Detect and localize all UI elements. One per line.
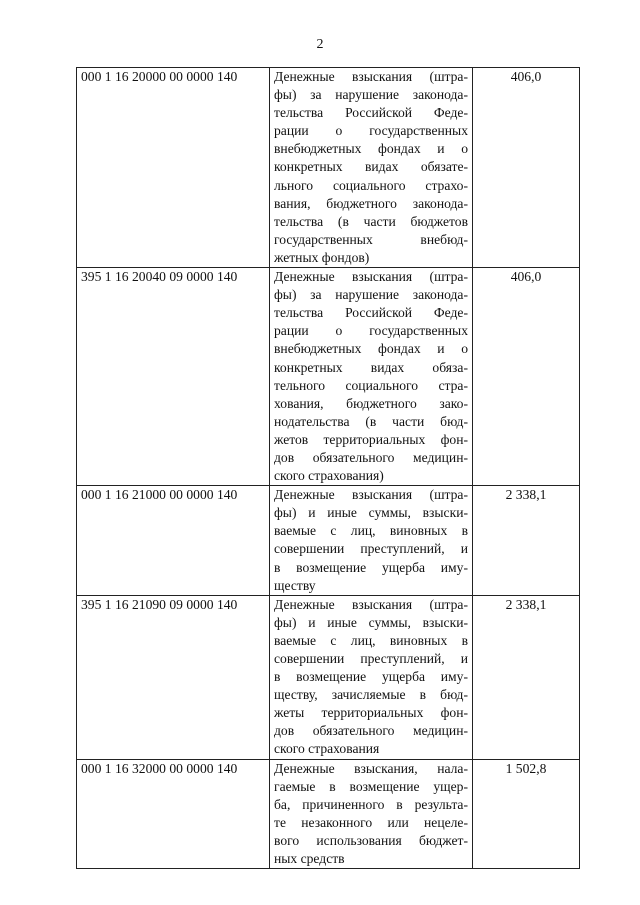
revenue-name-line: дов обязательного медицин- bbox=[274, 723, 468, 739]
revenue-name-line: льного социального страхо- bbox=[274, 177, 468, 193]
budget-table bbox=[76, 67, 580, 869]
revenue-name-line: рации о государственных bbox=[274, 323, 468, 339]
revenue-name-line: жетов территориальных фон- bbox=[274, 431, 468, 447]
revenue-name-line: те незаконного или нецеле- bbox=[274, 814, 468, 830]
revenue-name-line: Денежные взыскания (штра- bbox=[274, 269, 468, 285]
revenue-name-line: тельства Российской Феде- bbox=[274, 105, 468, 121]
table-row bbox=[77, 759, 580, 869]
table-row bbox=[77, 268, 580, 486]
amount-cell: 406,0 bbox=[473, 68, 580, 268]
budget-table-body bbox=[77, 68, 580, 869]
revenue-name-line: Денежные взыскания (штра- bbox=[274, 69, 468, 84]
revenue-name-line: фы) за нарушение законода- bbox=[274, 87, 468, 103]
budget-classification-code: 000 1 16 32000 00 0000 140 bbox=[77, 759, 270, 869]
budget-classification-code: 000 1 16 20000 00 0000 140 bbox=[77, 68, 270, 268]
revenue-name-line: конкретных видах обязате- bbox=[274, 159, 468, 175]
revenue-name-line: Денежные взыскания (штра- bbox=[274, 596, 468, 612]
revenue-name-line: фы) и иные суммы, взыски- bbox=[274, 614, 468, 630]
budget-classification-code: 395 1 16 21090 09 0000 140 bbox=[77, 595, 270, 759]
revenue-name-line: жетных фондов) bbox=[274, 249, 370, 265]
revenue-name-line: внебюджетных фондах и о bbox=[274, 141, 468, 157]
amount-cell: 406,0 bbox=[473, 268, 580, 486]
revenue-name-line: внебюджетных фондах и о bbox=[274, 341, 468, 357]
revenue-name-line: тельства (в части бюджетов bbox=[274, 213, 468, 229]
amount-cell: 2 338,1 bbox=[473, 486, 580, 596]
revenue-name-cell bbox=[270, 268, 473, 486]
revenue-name-cell bbox=[270, 486, 473, 596]
revenue-name-line: рации о государственных bbox=[274, 123, 468, 139]
page-number: 2 bbox=[316, 37, 324, 52]
revenue-name-line: ского страхования) bbox=[274, 468, 384, 484]
table-row bbox=[77, 68, 580, 268]
revenue-name-line: в возмещение ущерба иму- bbox=[274, 559, 468, 575]
table-row bbox=[77, 595, 580, 759]
revenue-name-cell bbox=[270, 68, 473, 268]
revenue-name-line: вого использования бюджет- bbox=[274, 832, 468, 848]
budget-classification-code: 000 1 16 21000 00 0000 140 bbox=[77, 486, 270, 596]
revenue-name-line: тельства Российской Феде- bbox=[274, 305, 468, 321]
revenue-name-line: фы) и иные суммы, взыски- bbox=[274, 505, 468, 521]
revenue-name-line: совершении преступлений, и bbox=[274, 541, 468, 557]
revenue-name-line: ваемые с лиц, виновных в bbox=[274, 632, 468, 648]
revenue-name-line: тельного социального стра- bbox=[274, 377, 468, 393]
revenue-name-line: ского страхования bbox=[274, 741, 380, 757]
revenue-name-line: жеты территориальных фон- bbox=[274, 705, 468, 721]
revenue-name-line: конкретных видах обяза- bbox=[274, 359, 468, 375]
amount-cell: 1 502,8 bbox=[473, 759, 580, 869]
table-row bbox=[77, 486, 580, 596]
revenue-name-line: государственных внебюд- bbox=[274, 231, 468, 247]
revenue-name-cell bbox=[270, 759, 473, 869]
revenue-name-cell bbox=[270, 595, 473, 759]
revenue-name-line: Денежные взыскания (штра- bbox=[274, 487, 468, 503]
revenue-name-line: ществу bbox=[274, 577, 316, 593]
revenue-name-line: нодательства (в части бюд- bbox=[274, 413, 468, 429]
revenue-name-line: ных средств bbox=[274, 851, 345, 867]
revenue-name-line: в возмещение ущерба иму- bbox=[274, 669, 468, 685]
revenue-name-line: хования, бюджетного зако- bbox=[274, 395, 468, 411]
revenue-name-line: гаемые в возмещение ущер- bbox=[274, 778, 468, 794]
revenue-name-line: совершении преступлений, и bbox=[274, 651, 468, 666]
budget-classification-code: 395 1 16 20040 09 0000 140 bbox=[77, 268, 270, 486]
amount-cell: 2 338,1 bbox=[473, 595, 580, 759]
revenue-name-line: ваемые с лиц, виновных в bbox=[274, 523, 468, 539]
revenue-name-line: Денежные взыскания, нала- bbox=[274, 760, 468, 776]
revenue-name-line: ба, причиненного в результа- bbox=[274, 796, 468, 812]
revenue-name-line: фы) за нарушение законода- bbox=[274, 287, 468, 303]
revenue-name-line: дов обязательного медицин- bbox=[274, 449, 468, 465]
revenue-name-line: ществу, зачисляемые в бюд- bbox=[274, 687, 468, 703]
revenue-name-line: вания, бюджетного законода- bbox=[274, 195, 468, 211]
